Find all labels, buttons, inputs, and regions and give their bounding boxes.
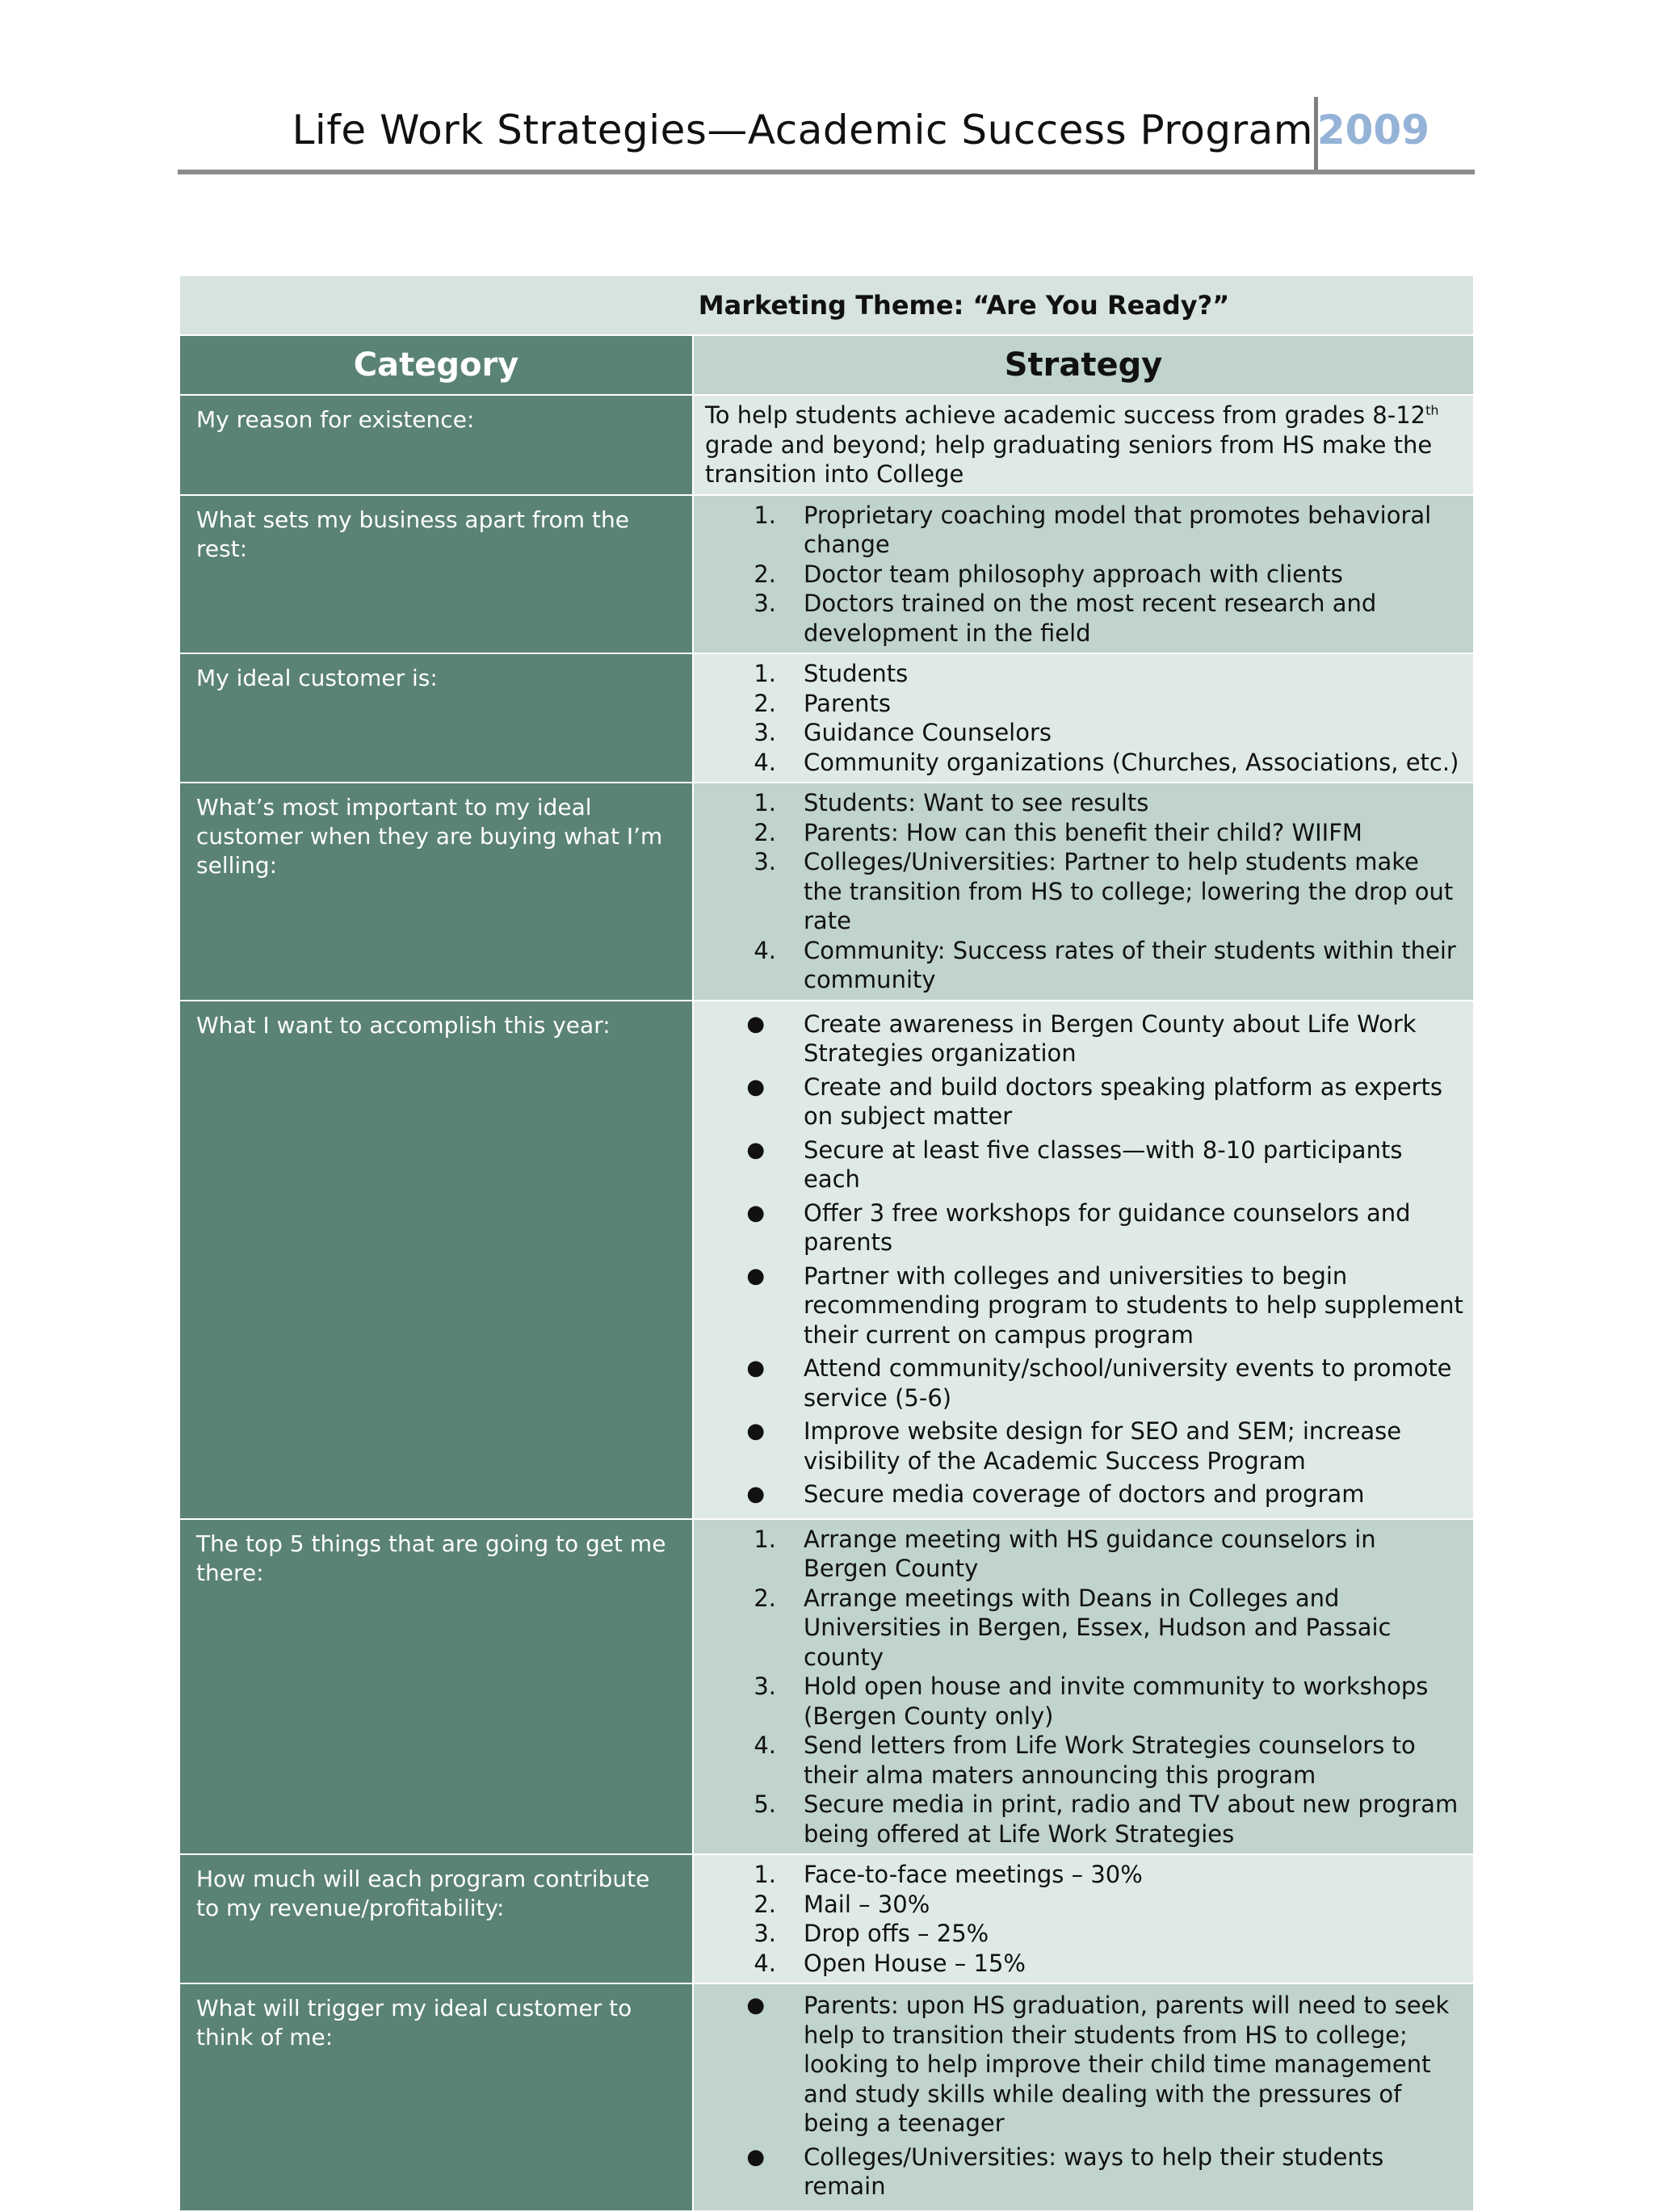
category-cell: My ideal customer is: xyxy=(179,653,693,783)
list-item: 4. Open House – 15% xyxy=(754,1949,1026,1977)
list-item: 1. Proprietary coaching model that promotes behavioral change xyxy=(754,501,1432,558)
strategy-text: To help students achieve academic success from grades 8-12 xyxy=(705,401,1426,429)
list-item: ● Create and build doctors speaking platform as experts on subject matter xyxy=(707,1072,1463,1131)
list-item: ● Attend community/school/university events to promote service (5-6) xyxy=(707,1354,1463,1412)
bullet-list xyxy=(707,1009,1463,1509)
list-item: ● Secure media coverage of doctors and program xyxy=(707,1480,1463,1509)
column-header-category: Category xyxy=(179,335,693,395)
category-cell: My reason for existence: xyxy=(179,395,693,495)
ordinal-suffix: th xyxy=(1425,402,1439,418)
numbered-list xyxy=(707,501,1463,648)
bullet-icon: ● xyxy=(746,1200,765,1225)
bullet-icon: ● xyxy=(746,1263,765,1288)
list-item: ● Offer 3 free workshops for guidance counselors and parents xyxy=(707,1198,1463,1257)
list-item: 3. Hold open house and invite community to workshops (Bergen County only) xyxy=(754,1673,1429,1730)
header-rule xyxy=(178,170,1475,174)
table-row xyxy=(179,1519,1474,1855)
list-item: 4. Community: Success rates of their students within their community xyxy=(754,936,1456,993)
table-row xyxy=(179,653,1474,783)
strategy-cell xyxy=(693,495,1474,654)
strategy-cell xyxy=(693,653,1474,783)
list-item: 2. Arrange meetings with Deans in Colleges and Universities in Bergen, Essex, Hudson and Passaic county xyxy=(754,1584,1392,1671)
table-header-row xyxy=(179,335,1474,395)
list-item: ● Create awareness in Bergen County about Life Work Strategies organization xyxy=(707,1009,1463,1068)
marketing-theme: Marketing Theme: “Are You Ready?” xyxy=(179,275,1474,335)
list-item: 3. Doctors trained on the most recent research and development in the field xyxy=(754,590,1377,647)
strategy-cell xyxy=(693,1519,1474,1855)
bullet-icon: ● xyxy=(746,1993,765,2017)
numbered-list xyxy=(707,1860,1463,1978)
table-row xyxy=(179,1983,1474,2211)
list-item: 1. Students xyxy=(754,660,909,687)
bullet-icon: ● xyxy=(746,1482,765,1506)
list-item: ● Secure at least five classes—with 8-10 participants each xyxy=(707,1135,1463,1194)
strategy-cell xyxy=(693,1983,1474,2211)
numbered-list xyxy=(707,659,1463,777)
list-item: 3. Guidance Counselors xyxy=(754,719,1052,746)
strategy-cell xyxy=(693,395,1474,495)
column-header-strategy: Strategy xyxy=(693,335,1474,395)
strategy-text-continued: grade and beyond; help graduating seniors from HS make the transition into College xyxy=(705,430,1433,488)
list-item: 2. Mail – 30% xyxy=(754,1890,930,1918)
table-row xyxy=(179,1854,1474,1983)
strategy-cell xyxy=(693,1854,1474,1983)
list-item: 3. Colleges/Universities: Partner to help students make the transition from HS to college; lowering the drop out rate xyxy=(754,848,1454,934)
category-cell: What sets my business apart from the rest: xyxy=(179,495,693,654)
bullet-icon: ● xyxy=(746,1356,765,1380)
list-item: 2. Parents xyxy=(754,689,891,717)
list-item: 4. Community organizations (Churches, Associations, etc.) xyxy=(754,748,1459,776)
bullet-icon: ● xyxy=(746,2144,765,2169)
theme-row xyxy=(179,275,1474,335)
bullet-icon: ● xyxy=(746,1011,765,1036)
strategy-cell xyxy=(693,783,1474,1001)
header-title: Life Work Strategies—Academic Success Program xyxy=(292,107,1313,153)
list-item: 3. Drop offs – 25% xyxy=(754,1920,989,1947)
list-item: ● Partner with colleges and universities to begin recommending program to students to help supplement their current on campus program xyxy=(707,1261,1463,1350)
list-item: ● Improve website design for SEO and SEM; increase visibility of the Academic Success Program xyxy=(707,1417,1463,1475)
list-item: ● Parents: upon HS graduation, parents will need to seek help to transition their students from HS to college; looking to help improve their child time management and study skills while dealing with the pressures of being a teenager xyxy=(707,1991,1463,2139)
list-item: 1. Students: Want to see results xyxy=(754,789,1149,816)
list-item: ● Colleges/Universities: ways to help their students remain xyxy=(707,2143,1463,2202)
strategy-cell xyxy=(693,1001,1474,1519)
list-item: 2. Parents: How can this benefit their child? WIIFM xyxy=(754,818,1362,846)
strategy-table xyxy=(178,275,1475,2212)
bullet-icon: ● xyxy=(746,1074,765,1099)
category-cell: What I want to accomplish this year: xyxy=(179,1001,693,1519)
category-cell: What will trigger my ideal customer to think of me: xyxy=(179,1983,693,2211)
table-row xyxy=(179,395,1474,495)
table-row xyxy=(179,495,1474,654)
list-item: 1. Arrange meeting with HS guidance counselors in Bergen County xyxy=(754,1525,1376,1582)
numbered-list xyxy=(707,1525,1463,1849)
category-cell: The top 5 things that are going to get me there: xyxy=(179,1519,693,1855)
category-cell: What’s most important to my ideal customer when they are buying what I’m selling: xyxy=(179,783,693,1001)
numbered-list xyxy=(707,788,1463,995)
category-cell: How much will each program contribute to my revenue/profitability: xyxy=(179,1854,693,1983)
page-header xyxy=(178,95,1475,174)
header-year: 2009 xyxy=(1316,107,1429,153)
list-item: 1. Face-to-face meetings – 30% xyxy=(754,1861,1143,1888)
list-item: 4. Send letters from Life Work Strategies counselors to their alma maters announcing this program xyxy=(754,1731,1416,1789)
table-row xyxy=(179,783,1474,1001)
bullet-icon: ● xyxy=(746,1419,765,1443)
list-item: 2. Doctor team philosophy approach with clients xyxy=(754,560,1343,588)
table-row xyxy=(179,1001,1474,1519)
list-item: 5. Secure media in print, radio and TV about new program being offered at Life Work Strategies xyxy=(754,1790,1459,1848)
bullet-icon: ● xyxy=(746,1137,765,1162)
bullet-list xyxy=(707,1991,1463,2202)
